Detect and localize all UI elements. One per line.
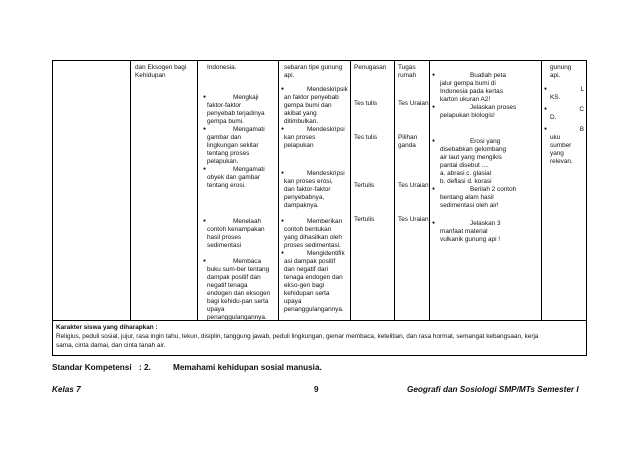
text-line: lingkungan sekitar bbox=[207, 142, 259, 149]
row-divider bbox=[53, 320, 586, 321]
text-line: buku sum-ber tentang bbox=[207, 266, 270, 273]
text-line: Mendeskripsi bbox=[307, 126, 345, 133]
text-line: negatif tenaga bbox=[207, 282, 248, 289]
bullet-icon: ● bbox=[281, 250, 285, 256]
text-line: tentang proses bbox=[207, 150, 250, 157]
text-line: ditimbulkan. bbox=[284, 118, 319, 125]
syllabus-table bbox=[52, 60, 587, 356]
standar-sep: : 2. bbox=[139, 363, 151, 372]
text-line: yang bbox=[550, 150, 564, 157]
indikator-cell bbox=[281, 64, 349, 320]
footer-class: Kelas 7 bbox=[52, 385, 81, 394]
text-line: Kehidupan bbox=[135, 72, 166, 79]
col-divider bbox=[350, 61, 351, 320]
text-line: Tes Uraian bbox=[398, 216, 429, 223]
page-number: 9 bbox=[314, 385, 319, 394]
text-line: Mengidentifik bbox=[307, 250, 345, 257]
col-divider bbox=[130, 61, 131, 320]
text-line: api. bbox=[284, 72, 295, 79]
bullet-icon: ● bbox=[203, 126, 207, 132]
bullet-icon: ● bbox=[432, 138, 436, 144]
text-line: dan negatif dari bbox=[284, 266, 329, 273]
text-line: karton ukuran A2! bbox=[440, 96, 491, 103]
text-line: Tertulis bbox=[354, 182, 375, 189]
text-line: yang dihasilkan oleh bbox=[284, 234, 342, 241]
text-line: api. bbox=[550, 72, 561, 79]
standar-label: Standar Kompetensi bbox=[52, 363, 132, 372]
text-line: kan proses bbox=[284, 134, 316, 141]
karakter-title: Karakter siswa yang diharapkan : bbox=[56, 324, 158, 331]
text-line: sedimentasi oleh air! bbox=[440, 202, 499, 209]
text-line: B bbox=[579, 126, 584, 133]
col-divider bbox=[278, 61, 279, 320]
text-line: dampaknya. bbox=[284, 202, 319, 209]
text-line: akibat yang bbox=[284, 110, 317, 117]
karakter-text: Religius, peduli sosial, jujur, rasa ingin tahu, tekun, disiplin, tanggung jawab, peduli lingkungan, gemar membaca, ketelitian, dan rasa hormat, semangat kebangsaan, kerja bbox=[56, 333, 539, 340]
text-line: upaya bbox=[284, 298, 302, 305]
text-line: Indonesia. bbox=[207, 64, 237, 71]
text-line: Berilah 2 contoh bbox=[470, 186, 517, 193]
text-line: Memberikan bbox=[307, 218, 343, 225]
text-line: Buatlah peta bbox=[470, 72, 506, 79]
sumber-cell bbox=[544, 64, 586, 320]
bullet-icon: ● bbox=[544, 86, 548, 92]
text-line: Membaca bbox=[233, 258, 262, 265]
text-line: rumah bbox=[398, 72, 417, 79]
text-line: endogen dan eksogen bbox=[207, 290, 271, 297]
text-line: pelapukan bbox=[284, 142, 314, 149]
text-line: contoh bentukan bbox=[284, 226, 332, 233]
text-line: Tes tulis bbox=[354, 100, 378, 107]
text-line: a. abrasi c. glasial bbox=[440, 170, 492, 177]
text-line: jalur gempa bumi di bbox=[440, 80, 496, 87]
col-divider bbox=[541, 61, 542, 320]
text-line: upaya bbox=[207, 306, 225, 313]
text-line: penyebab terjadinya bbox=[207, 110, 265, 117]
bullet-icon: ● bbox=[432, 72, 436, 78]
text-line: proses sedimentasi. bbox=[284, 242, 341, 249]
bullet-icon: ● bbox=[432, 186, 436, 192]
text-line: Jelaskan proses bbox=[470, 104, 517, 111]
text-line: pelapukan. bbox=[207, 158, 239, 165]
text-line: vulkanik gunung api ! bbox=[440, 236, 501, 243]
text-line: penanggulangannya. bbox=[284, 306, 344, 313]
text-line: Mendeskripsik bbox=[307, 86, 348, 93]
bullet-icon: ● bbox=[544, 126, 548, 132]
text-line: faktor-faktor bbox=[207, 102, 242, 109]
text-line: gempa bumi dan bbox=[284, 102, 332, 109]
text-line: ekso-gen bagi bbox=[284, 282, 325, 289]
text-line: Pilihan bbox=[398, 134, 418, 141]
kegiatan-cell bbox=[203, 64, 275, 320]
text-line: pantai disebut .... bbox=[440, 162, 489, 169]
col-divider bbox=[197, 61, 198, 320]
text-line: KS. bbox=[550, 94, 561, 101]
text-line: uku bbox=[550, 134, 561, 141]
text-line: Mengamati bbox=[233, 166, 265, 173]
text-line: penanggulangannya. bbox=[207, 314, 267, 321]
text-line: sedimentasi bbox=[207, 242, 242, 249]
text-line: sumber bbox=[550, 142, 572, 149]
bullet-icon: ● bbox=[544, 106, 548, 112]
text-line: asi dampak positif bbox=[284, 258, 336, 265]
text-line: Jelaskan 3 bbox=[470, 220, 501, 227]
text-line: Indonesia pada kertas bbox=[440, 88, 503, 95]
text-line: sebaran tipe gunung bbox=[284, 64, 343, 71]
text-line: disebabkan gelombang bbox=[440, 146, 507, 153]
text-line: penyebabnya, bbox=[284, 194, 325, 201]
text-line: contoh kenampakan bbox=[207, 226, 265, 233]
text-line: ganda bbox=[398, 142, 416, 149]
text-line: Menelaah bbox=[233, 218, 262, 225]
bullet-icon: ● bbox=[432, 104, 436, 110]
standar-value: Memahami kehidupan sosial manusia. bbox=[173, 363, 322, 372]
text-line: tentang erosi. bbox=[207, 182, 246, 189]
text-line: Mengkaji bbox=[233, 94, 259, 101]
bullet-icon: ● bbox=[203, 258, 207, 264]
text-line: b. deflasi d. korasi bbox=[440, 178, 492, 185]
bullet-icon: ● bbox=[203, 166, 207, 172]
footer-title: Geografi dan Sosiologi SMP/MTs Semester I bbox=[407, 385, 579, 394]
text-line: L bbox=[580, 86, 584, 93]
text-line: bentang alam hasil bbox=[440, 194, 494, 201]
text-line: dampak positif dan bbox=[207, 274, 261, 281]
contoh-cell bbox=[432, 64, 540, 320]
bullet-icon: ● bbox=[281, 126, 285, 132]
text-line: Tes Uraian bbox=[398, 182, 429, 189]
text-line: obyek dan gambar bbox=[207, 174, 260, 181]
text-line: Tugas bbox=[398, 64, 416, 71]
text-line: gambar dan bbox=[207, 134, 242, 141]
text-line: C bbox=[579, 106, 584, 113]
text-line: D. bbox=[550, 114, 557, 121]
col-divider bbox=[394, 61, 395, 320]
text-line: gunung bbox=[550, 64, 572, 71]
text-line: dan faktor-faktor bbox=[284, 186, 331, 193]
bullet-icon: ● bbox=[281, 218, 285, 224]
text-line: Erosi yang bbox=[470, 138, 501, 145]
col-divider bbox=[429, 61, 430, 320]
text-line: kehidupan serta bbox=[284, 290, 330, 297]
bullet-icon: ● bbox=[281, 170, 285, 176]
text-line: Mendeskripsi bbox=[307, 170, 345, 177]
text-line: Tes tulis bbox=[354, 134, 378, 141]
text-line: tenaga endogen dan bbox=[284, 274, 343, 281]
text-line: dan Eksogen bagi bbox=[135, 64, 187, 71]
text-line: gempa bumi. bbox=[207, 118, 244, 125]
text-line: Mengamati bbox=[233, 126, 265, 133]
text-line: kan proses erosi, bbox=[284, 178, 333, 185]
text-line: hasil proses bbox=[207, 234, 242, 241]
karakter-text: sama, cinta damai, dan cinta tanah air. bbox=[56, 342, 166, 349]
text-line: Penugasan bbox=[354, 64, 387, 71]
bullet-icon: ● bbox=[432, 220, 436, 226]
text-line: an faktor penyebab bbox=[284, 94, 339, 101]
bullet-icon: ● bbox=[203, 94, 207, 100]
bullet-icon: ● bbox=[281, 86, 285, 92]
text-line: bagi kehidu-pan serta bbox=[207, 298, 269, 305]
text-line: Tes Uraian bbox=[398, 100, 429, 107]
text-line: relevan. bbox=[550, 158, 573, 165]
text-line: air laut yang mengikis bbox=[440, 154, 502, 161]
text-line: Tertulis bbox=[354, 216, 375, 223]
text-line: manfaat material bbox=[440, 228, 488, 235]
text-line: pelapukan biologis! bbox=[440, 112, 495, 119]
bullet-icon: ● bbox=[203, 218, 207, 224]
